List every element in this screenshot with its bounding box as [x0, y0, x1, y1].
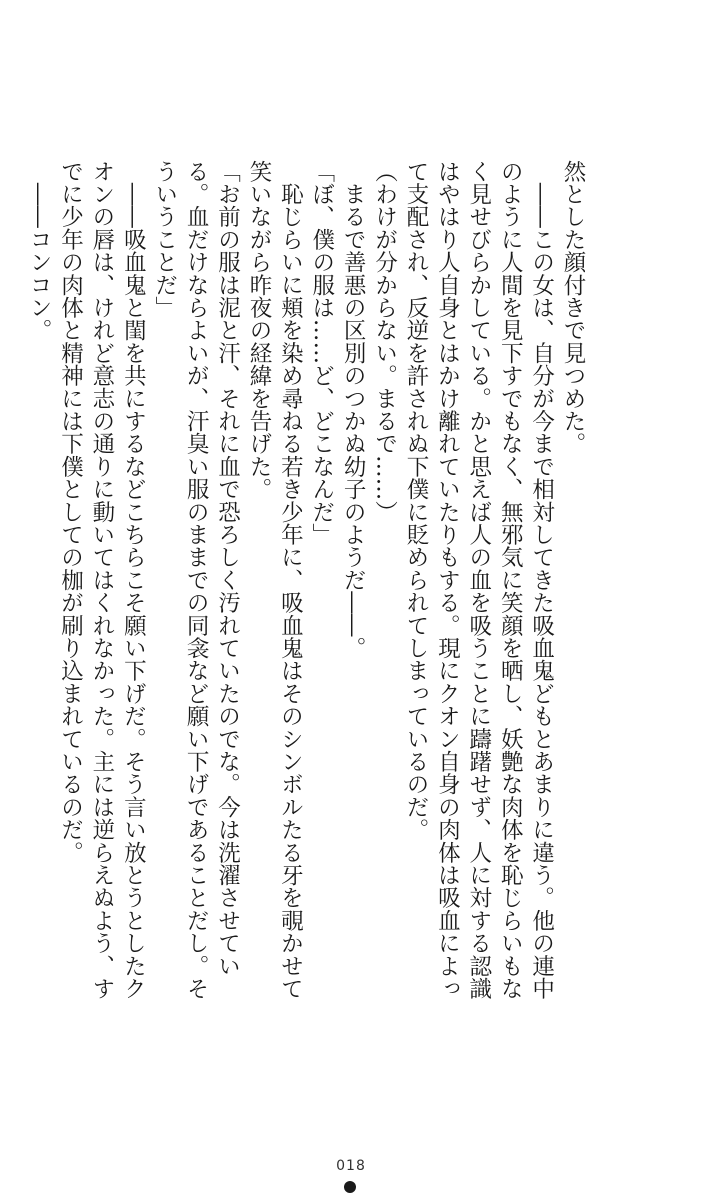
paragraph: ――コンコン。 [26, 160, 53, 342]
page-marker-dot [344, 1181, 356, 1193]
vertical-text-body [26, 160, 588, 1020]
paragraph: 恥じらいに頬を染め尋ねる若き少年に、吸血鬼はそのシンボルたる牙を覗かせて笑いながら昨夜の経緯を告げた。 [245, 160, 304, 1000]
paragraph: まるで善悪の区別のつかぬ幼子のようだ――。 [340, 160, 367, 660]
paragraph: 「お前の服は泥と汗、それに血で恐ろしく汚れていたのでな。今は洗濯させている。血だけならよいが、汗臭い服のままでの同衾など願い下げであることだし。そういうことだ」 [151, 160, 241, 1000]
page-number: 018 [336, 1158, 366, 1174]
paragraph: （わけが分からない。まるで……） [371, 160, 398, 524]
paragraph: ――この女は、自分が今まで相対してきた吸血鬼どもとあまりに違う。他の連中のように人間を見下すでもなく、無邪気に笑顔を晒し、妖艶な肉体を恥じらいもなく見せびらかしている。かと思えば人の血を吸うことに躊躇せず、人に対する認識はやはり人自身とはかけ離れていたりもする。現にクオン自身の肉体は吸血によって支配され、反逆を許されぬ下僕に貶められてしまっているのだ。 [402, 160, 555, 1000]
paragraph: 「ぼ、僕の服は……ど、どこなんだ」 [308, 160, 335, 546]
paragraph: ――吸血鬼と閨を共にするなどこちらこそ願い下げだ。そう言い放とうとしたクオンの唇は、けれど意志の通りに動いてはくれなかった。主には逆らえぬよう、すでに少年の肉体と精神には下僕としての枷が刷り込まれているのだ。 [57, 160, 147, 1000]
paragraph: 然とした顔付きで見つめた。 [560, 160, 586, 456]
